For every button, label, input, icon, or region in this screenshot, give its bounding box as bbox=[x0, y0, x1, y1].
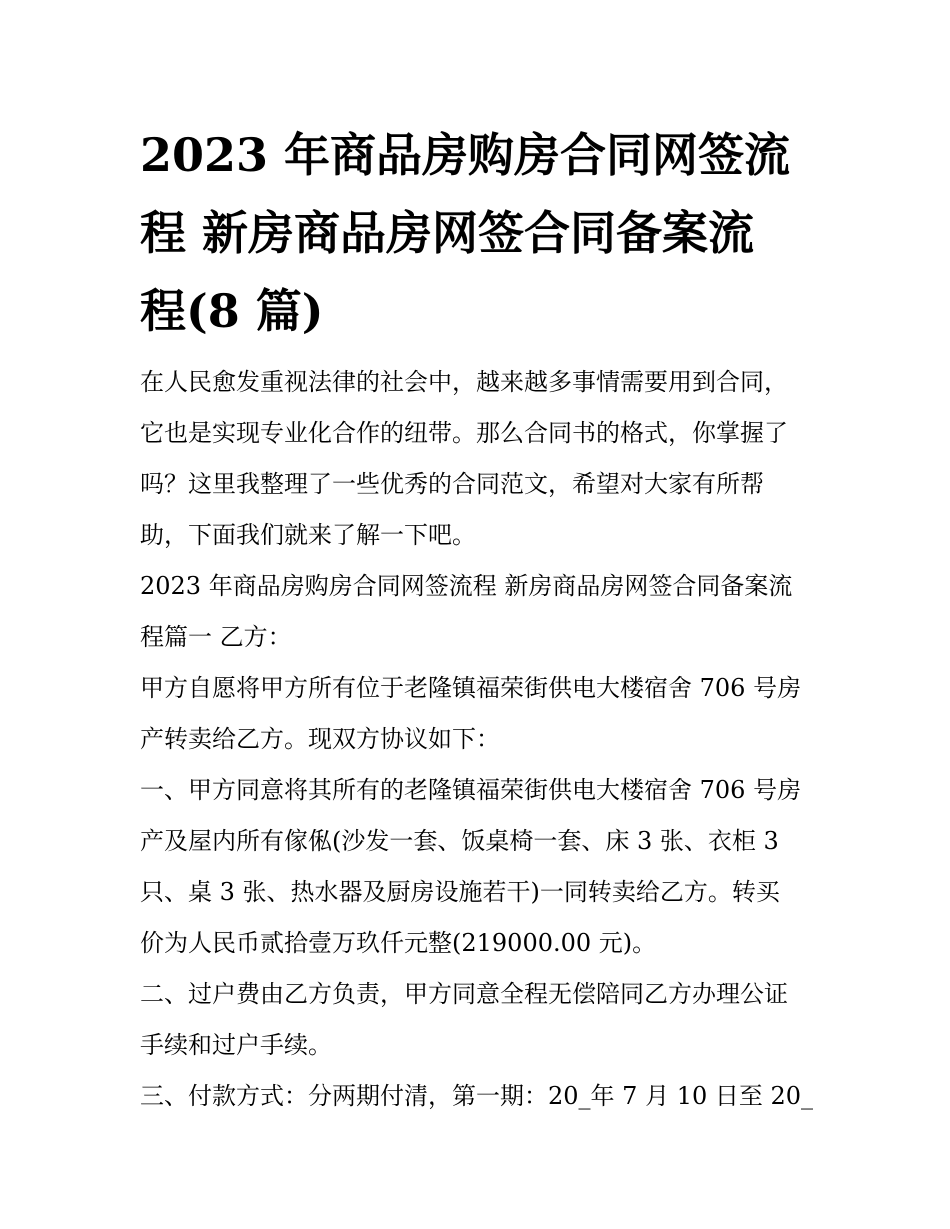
title-line: 2023 年商品房购房合同网签流 bbox=[140, 128, 791, 182]
document-title bbox=[140, 116, 820, 350]
body-line: 甲方自愿将甲方所有位于老隆镇福荣街供电大楼宿舍 706 号房 bbox=[140, 674, 802, 702]
title-line: 程(8 篇) bbox=[140, 284, 324, 338]
body-line: 2023 年商品房购房合同网签流程 新房商品房网签合同备案流 bbox=[140, 572, 793, 600]
title-line: 程 新房商品房网签合同备案流 bbox=[140, 206, 755, 260]
body-line: 它也是实现专业化合作的纽带。那么合同书的格式，你掌握了 bbox=[140, 419, 788, 447]
body-line: 价为人民币贰拾壹万玖仟元整(219000.00 元)。 bbox=[140, 929, 657, 957]
document-body bbox=[140, 357, 830, 1122]
body-line: 手续和过户手续。 bbox=[140, 1031, 332, 1059]
body-line: 助，下面我们就来了解一下吧。 bbox=[140, 521, 476, 549]
body-line: 一、甲方同意将其所有的老隆镇福荣街供电大楼宿舍 706 号房 bbox=[140, 776, 802, 804]
body-line: 二、过户费由乙方负责，甲方同意全程无偿陪同乙方办理公证 bbox=[140, 980, 788, 1008]
body-line: 产转卖给乙方。现双方协议如下： bbox=[140, 725, 500, 753]
body-line: 产及屋内所有傢俬(沙发一套、饭桌椅一套、床 3 张、衣柜 3 bbox=[140, 827, 779, 855]
body-line: 吗？这里我整理了一些优秀的合同范文，希望对大家有所帮 bbox=[140, 470, 764, 498]
body-line: 程篇一 乙方： bbox=[140, 623, 292, 651]
body-line: 三、付款方式：分两期付清，第一期：20_年 7 月 10 日至 20_ bbox=[140, 1082, 814, 1110]
body-line: 在人民愈发重视法律的社会中，越来越多事情需要用到合同， bbox=[140, 368, 788, 396]
body-line: 只、桌 3 张、热水器及厨房设施若干)一同转卖给乙方。转买 bbox=[140, 878, 780, 906]
